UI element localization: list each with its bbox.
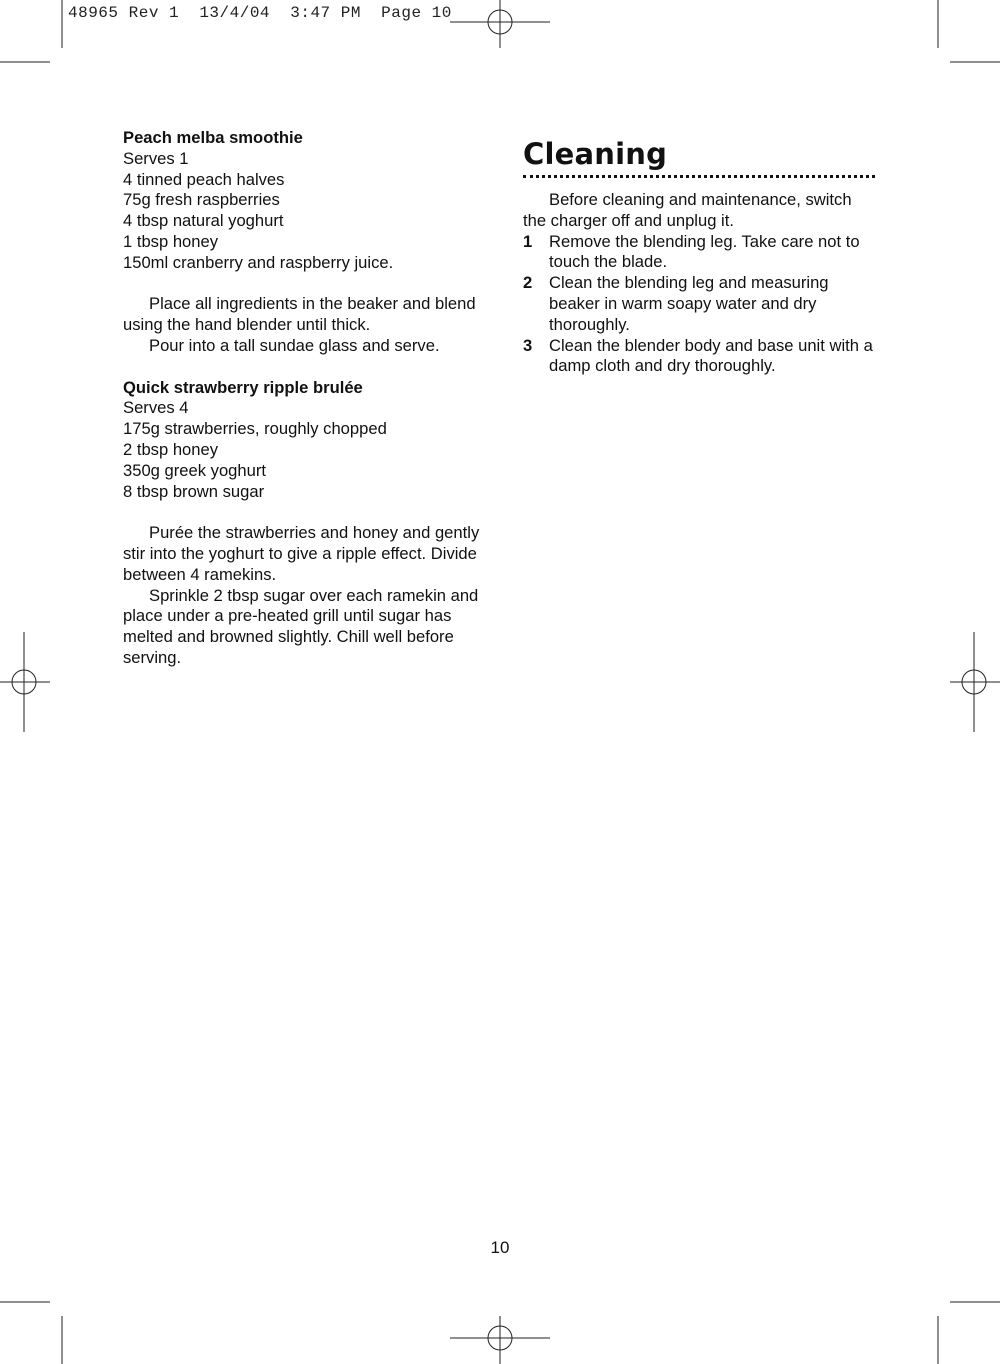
cleaning-column [523, 136, 877, 377]
step-number: 3 [523, 335, 533, 355]
recipe1-ingredient: 150ml cranberry and raspberry juice. [123, 252, 394, 272]
recipes-column [123, 128, 485, 669]
cleaning-step [523, 336, 877, 378]
recipe1-method-step: Pour into a tall sundae glass and serve. [149, 335, 440, 355]
recipe1-ingredient: 1 tbsp honey [123, 231, 219, 251]
step-number: 1 [523, 231, 533, 251]
recipe1-method-step: Place all ingredients in the beaker and blend using the hand blender until thick. [123, 294, 476, 335]
registration-mark-top [450, 0, 550, 48]
recipe2-method-step: Sprinkle 2 tbsp sugar over each ramekin and place under a pre-heated grill until sugar has melted and browned slightly. Chill well before serving. [123, 585, 479, 667]
recipe2-ingredient: 350g greek yoghurt [123, 460, 266, 480]
registration-mark-left [0, 632, 50, 732]
cleaning-intro: Before cleaning and maintenance, switch the charger off and unplug it. [523, 190, 852, 230]
page-number: 10 [490, 1238, 510, 1257]
recipe2-ingredient: 2 tbsp honey [123, 439, 219, 459]
recipe1-ingredient: 4 tinned peach halves [123, 169, 285, 189]
recipe1-ingredient: 75g fresh raspberries [123, 190, 280, 210]
step-number: 2 [523, 273, 533, 293]
section-title-cleaning: Cleaning [523, 137, 668, 171]
recipe2-method-step: Purée the strawberries and honey and gently stir into the yoghurt to give a ripple effect. Divide between 4 ramekins. [123, 523, 480, 584]
cleaning-step [523, 273, 877, 335]
recipe-title-strawberry-brulee: Quick strawberry ripple brulée [123, 377, 363, 397]
recipe2-ingredient: 8 tbsp brown sugar [123, 481, 265, 501]
recipe-title-peach-melba: Peach melba smoothie [123, 128, 303, 147]
print-slug: 48965 Rev 1 13/4/04 3:47 PM Page 10 [68, 4, 452, 22]
step-text: Clean the blender body and base unit with a damp cloth and dry thoroughly. [549, 335, 873, 376]
registration-mark-bottom [450, 1316, 550, 1364]
recipe1-ingredient: 4 tbsp natural yoghurt [123, 211, 284, 231]
dotted-divider [523, 175, 875, 178]
step-text: Clean the blending leg and measuring beaker in warm soapy water and dry thoroughly. [549, 273, 829, 334]
recipe2-ingredient: Serves 4 [123, 398, 189, 418]
recipe2-ingredient: 175g strawberries, roughly chopped [123, 419, 387, 439]
registration-mark-right [950, 632, 1000, 732]
recipe1-ingredient: Serves 1 [123, 148, 189, 168]
step-text: Remove the blending leg. Take care not to touch the blade. [549, 231, 860, 272]
cleaning-step [523, 232, 877, 274]
